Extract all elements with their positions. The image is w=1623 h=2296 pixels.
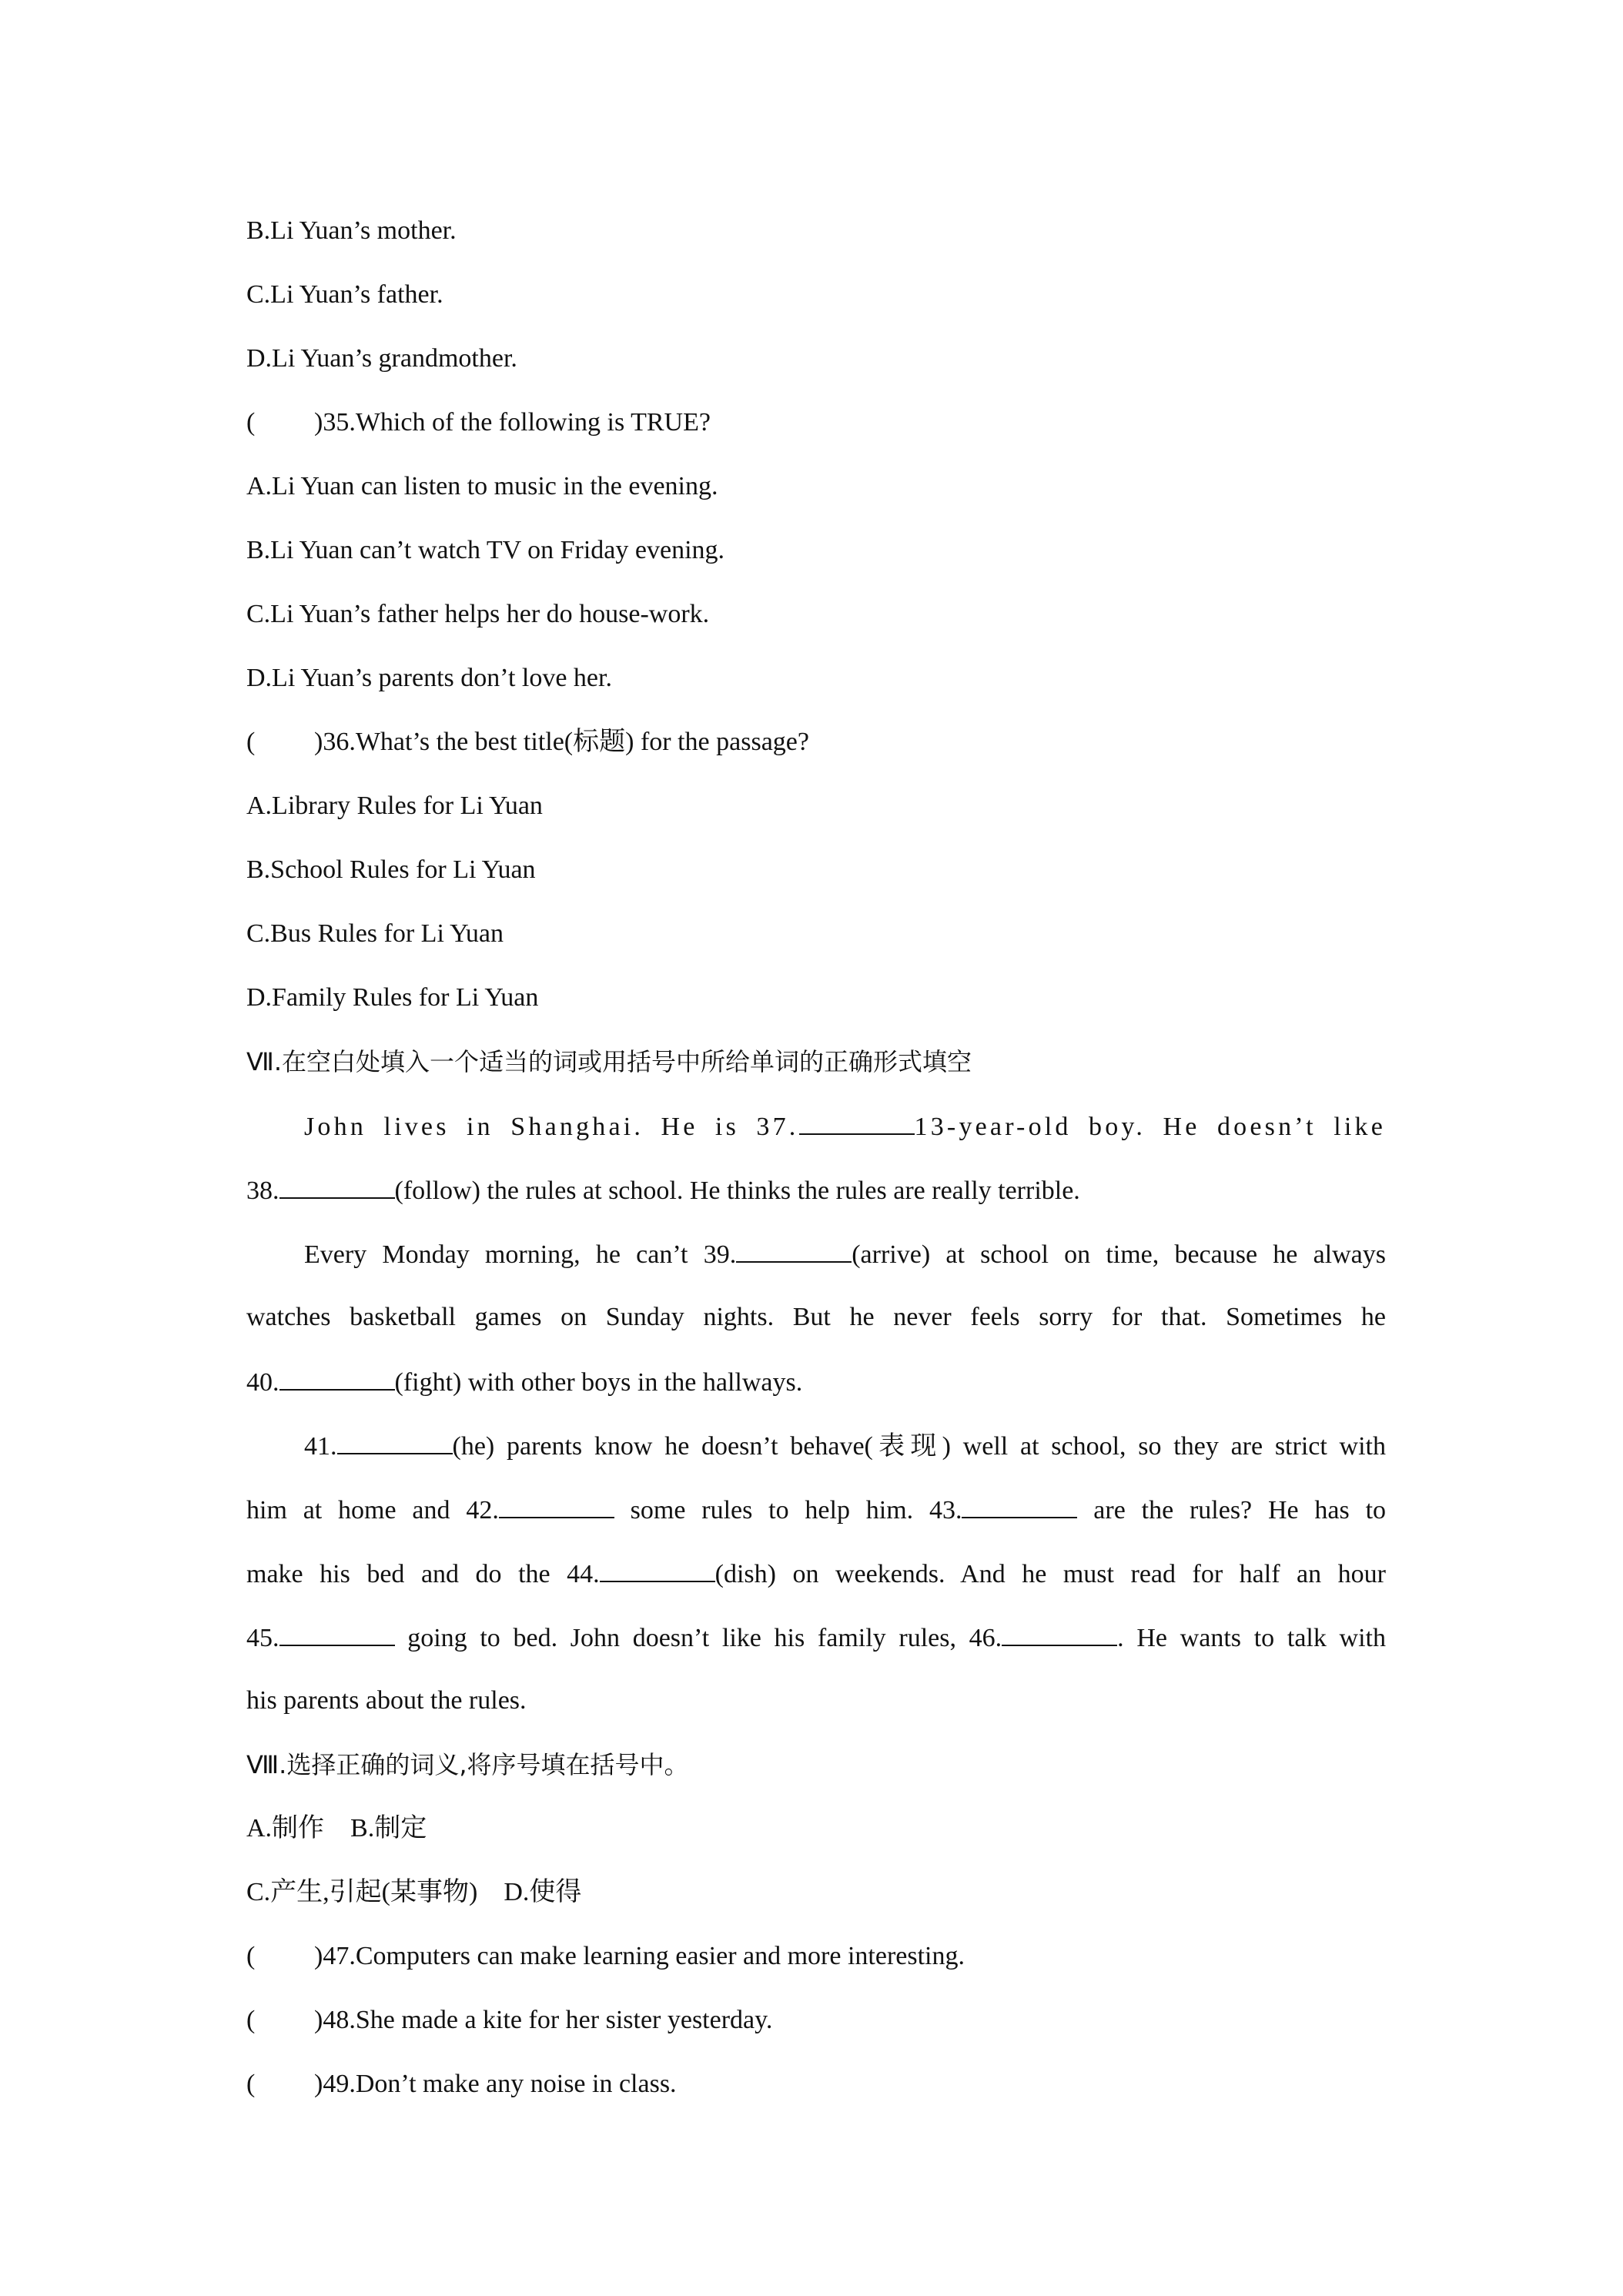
passage-text: John lives in Shanghai. He is 37. <box>304 1113 799 1141</box>
blank-43[interactable] <box>962 1494 1077 1518</box>
q35-option-c: C.Li Yuan’s father helps her do house-work. <box>246 600 710 628</box>
passage-text: Every Monday morning, he can’t 39. <box>304 1240 737 1269</box>
passage-line <box>304 1238 1386 1269</box>
q36-option-d: D.Family Rules for Li Yuan <box>246 983 539 1012</box>
passage-text: him at home and 42. <box>246 1496 499 1525</box>
passage-text: (arrive) at school on time, because he always <box>852 1240 1386 1269</box>
section8-options-ab: A.制作 B.制定 <box>246 1814 427 1842</box>
passage-line <box>246 1494 1386 1525</box>
passage-line <box>246 1174 1386 1205</box>
q34-option-d: D.Li Yuan’s grandmother. <box>246 344 517 373</box>
passage-text: (fight) with other boys in the hallways. <box>394 1368 803 1397</box>
passage-line <box>246 1366 1386 1397</box>
q49 <box>246 2069 1386 2100</box>
q36-option-b: B.School Rules for Li Yuan <box>246 855 536 884</box>
blank-37[interactable] <box>799 1110 915 1135</box>
section7-heading: Ⅶ.在空白处填入一个适当的词或用括号中所给单词的正确形式填空 <box>246 1047 972 1076</box>
q48-text: )48.She made a kite for her sister yesterday. <box>314 2006 773 2034</box>
passage-text: 38. <box>246 1176 279 1205</box>
passage-line: his parents about the rules. <box>246 1686 527 1715</box>
blank-45[interactable] <box>279 1622 395 1646</box>
blank-39[interactable] <box>736 1238 852 1263</box>
passage-line <box>246 1622 1386 1652</box>
passage-line: watches basketball games on Sunday nights. But he never feels sorry for that. Sometimes he <box>246 1303 1386 1331</box>
passage-line <box>304 1110 1386 1141</box>
section8-heading: Ⅷ.选择正确的词义,将序号填在括号中。 <box>246 1750 689 1779</box>
q36-stem <box>246 727 1386 758</box>
q36-text: )36.What’s the best title(标题) for the passage? <box>314 728 809 756</box>
passage-text: going to bed. John doesn’t like his family rules, 46. <box>407 1624 1002 1652</box>
q48 <box>246 2005 1386 2036</box>
answer-paren: ( <box>246 2070 256 2098</box>
passage-line <box>304 1430 1386 1461</box>
q34-option-b: B.Li Yuan’s mother. <box>246 216 457 245</box>
q49-text: )49.Don’t make any noise in class. <box>314 2070 677 2098</box>
q34-option-c: C.Li Yuan’s father. <box>246 280 443 309</box>
blank-44[interactable] <box>600 1558 715 1582</box>
q36-option-a: A.Library Rules for Li Yuan <box>246 792 543 820</box>
passage-text: 40. <box>246 1368 279 1397</box>
passage-text: 45. <box>246 1624 279 1652</box>
q47-text: )47.Computers can make learning easier and more interesting. <box>314 1942 965 1970</box>
blank-40[interactable] <box>279 1366 395 1391</box>
passage-text: . He wants to talk with <box>1117 1624 1386 1652</box>
passage-line <box>246 1558 1386 1588</box>
passage-text: (follow) the rules at school. He thinks the rules are really terrible. <box>394 1176 1080 1205</box>
answer-paren: ( <box>246 1942 256 1970</box>
blank-42[interactable] <box>499 1494 614 1518</box>
q47 <box>246 1941 1386 1972</box>
passage-text: make his bed and do the 44. <box>246 1560 600 1588</box>
answer-paren: ( <box>246 408 256 437</box>
blank-38[interactable] <box>279 1174 395 1199</box>
answer-paren: ( <box>246 2006 256 2034</box>
answer-paren: ( <box>246 728 256 756</box>
passage-text: some rules to help him. 43. <box>630 1496 962 1525</box>
blank-41[interactable] <box>337 1430 453 1454</box>
q35-option-b: B.Li Yuan can’t watch TV on Friday evening. <box>246 536 725 564</box>
q35-option-d: D.Li Yuan’s parents don’t love her. <box>246 664 612 692</box>
q36-option-c: C.Bus Rules for Li Yuan <box>246 919 504 948</box>
passage-text: 41. <box>304 1432 337 1461</box>
section8-options-cd: C.产生,引起(某事物) D.使得 <box>246 1878 582 1906</box>
passage-text: 13-year-old boy. He doesn’t like <box>914 1113 1386 1141</box>
q35-stem <box>246 407 1386 438</box>
passage-text: are the rules? He has to <box>1093 1496 1387 1525</box>
blank-46[interactable] <box>1002 1622 1117 1646</box>
q35-text: )35.Which of the following is TRUE? <box>314 408 711 437</box>
q35-option-a: A.Li Yuan can listen to music in the evening. <box>246 472 718 500</box>
passage-text: (he) parents know he doesn’t behave(表现) well at school, so they are strict with <box>452 1432 1386 1461</box>
passage-text: (dish) on weekends. And he must read for half an hour <box>714 1560 1386 1588</box>
